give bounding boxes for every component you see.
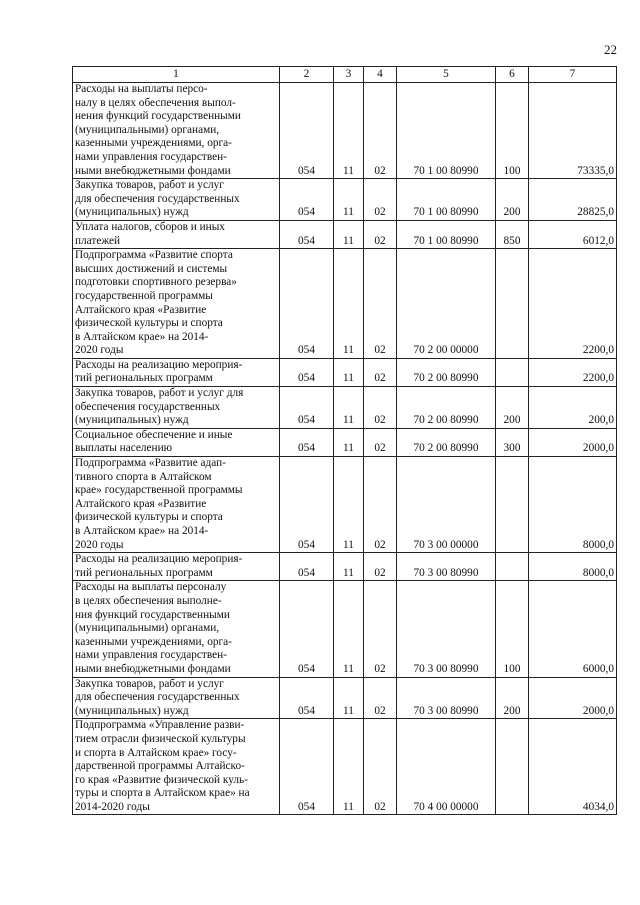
subsection-cell: 02	[364, 83, 397, 179]
description-line: тием отрасли физической культуры	[75, 732, 246, 745]
description-line: физической культуры и спорта	[75, 511, 223, 524]
budget-table	[72, 66, 617, 815]
description-line: для обеспечения государственных	[75, 691, 240, 704]
description-line: для обеспечения государственных	[75, 192, 240, 205]
description-line: Уплата налогов, сборов и иных	[75, 220, 225, 233]
expense-type-cell: 200	[496, 677, 529, 719]
description-line: Закупка товаров, работ и услуг	[75, 677, 224, 690]
description-line: Закупка товаров, работ и услуг	[75, 179, 224, 192]
table-row	[73, 358, 617, 386]
amount-cell: 2200,0	[529, 358, 617, 386]
expense-type-cell: 300	[496, 428, 529, 456]
description-line: в Алтайском крае» на 2014-	[75, 525, 209, 537]
section-cell: 11	[334, 457, 364, 553]
ministry-code-cell: 054	[280, 428, 334, 456]
description-cell	[73, 387, 280, 429]
ministry-code-cell: 054	[280, 249, 334, 359]
description-line: Подпрограмма «Развитие спорта	[75, 249, 233, 262]
description-line: в Алтайском крае» на 2014-	[75, 330, 209, 343]
table-row	[73, 428, 617, 456]
table-body	[73, 83, 617, 815]
description-line: 2014-2020 годы	[75, 800, 150, 813]
target-article-cell: 70 2 00 80990	[397, 387, 496, 429]
subsection-cell: 02	[364, 358, 397, 386]
target-article-cell: 70 3 00 80990	[397, 581, 496, 677]
table-row	[73, 457, 617, 553]
ministry-code-cell: 054	[280, 553, 334, 581]
ministry-code-cell: 054	[280, 677, 334, 719]
expense-type-cell	[496, 719, 529, 815]
target-article-cell: 70 2 00 00000	[397, 249, 496, 359]
amount-cell: 2000,0	[529, 677, 617, 719]
expense-type-cell: 100	[496, 581, 529, 677]
section-cell: 11	[334, 220, 364, 248]
description-line: 2020 годы	[75, 538, 124, 551]
description-cell	[73, 249, 280, 359]
description-line: в целях обеспечения выполне-	[75, 594, 222, 607]
subsection-cell: 02	[364, 553, 397, 581]
subsection-cell: 02	[364, 428, 397, 456]
table-header	[73, 67, 617, 83]
description-line: Подпрограмма «Развитие адап-	[75, 457, 226, 470]
amount-cell: 4034,0	[529, 719, 617, 815]
amount-cell: 2000,0	[529, 428, 617, 456]
description-line: (муниципальных) нужд	[75, 704, 189, 717]
expense-type-cell	[496, 249, 529, 359]
ministry-code-cell: 054	[280, 457, 334, 553]
amount-cell: 2200,0	[529, 249, 617, 359]
target-article-cell: 70 1 00 80990	[397, 220, 496, 248]
description-line: тивного спорта в Алтайском	[75, 470, 212, 483]
description-line: Расходы на реализацию мероприя-	[75, 358, 243, 371]
expense-type-cell	[496, 553, 529, 581]
subsection-cell: 02	[364, 249, 397, 359]
description-line: государственной программы	[75, 289, 213, 302]
description-cell	[73, 677, 280, 719]
subsection-cell: 02	[364, 581, 397, 677]
description-line: дарственной программы Алтайско-	[75, 760, 245, 773]
target-article-cell: 70 1 00 80990	[397, 83, 496, 179]
expense-type-cell: 100	[496, 83, 529, 179]
expense-type-cell: 200	[496, 179, 529, 221]
description-line: обеспечения государственных	[75, 400, 221, 413]
ministry-code-cell: 054	[280, 358, 334, 386]
subsection-cell: 02	[364, 457, 397, 553]
description-line: платежей	[75, 234, 121, 247]
description-line: ния функций государственными	[75, 608, 230, 621]
description-line: го края «Развитие физической куль-	[75, 773, 248, 786]
target-article-cell: 70 3 00 80990	[397, 553, 496, 581]
description-cell	[73, 457, 280, 553]
description-line: Расходы на выплаты персо-	[75, 83, 208, 95]
description-line: Алтайского края «Развитие	[75, 303, 207, 316]
table-row	[73, 249, 617, 359]
table-row	[73, 220, 617, 248]
page-number: 22	[604, 42, 617, 57]
description-line: крае» государственной программы	[75, 484, 243, 497]
description-cell	[73, 553, 280, 581]
section-cell: 11	[334, 719, 364, 815]
header-col-6: 6	[496, 67, 529, 83]
description-line: физической культуры и спорта	[75, 317, 223, 330]
subsection-cell: 02	[364, 387, 397, 429]
amount-cell: 73335,0	[529, 83, 617, 179]
expense-type-cell	[496, 358, 529, 386]
expense-type-cell: 200	[496, 387, 529, 429]
description-line: нами управления государствен-	[75, 150, 227, 163]
description-line: (муниципальными) органами,	[75, 123, 220, 136]
table-row	[73, 719, 617, 815]
description-line: и спорта в Алтайском крае» госу-	[75, 746, 237, 759]
section-cell: 11	[334, 179, 364, 221]
header-col-5: 5	[397, 67, 496, 83]
subsection-cell: 02	[364, 179, 397, 221]
amount-cell: 8000,0	[529, 553, 617, 581]
header-row	[73, 67, 617, 83]
header-col-3: 3	[334, 67, 364, 83]
description-line: Закупка товаров, работ и услуг для	[75, 387, 244, 400]
description-line: казенными учреждениями, орга-	[75, 137, 232, 150]
ministry-code-cell: 054	[280, 83, 334, 179]
table-row	[73, 677, 617, 719]
table-row	[73, 83, 617, 179]
description-line: (муниципальными) органами,	[75, 622, 220, 635]
description-line: налу в целях обеспечения выпол-	[75, 96, 236, 109]
header-col-2: 2	[280, 67, 334, 83]
section-cell: 11	[334, 553, 364, 581]
amount-cell: 6012,0	[529, 220, 617, 248]
description-cell	[73, 428, 280, 456]
description-line: Социальное обеспечение и иные	[75, 428, 233, 441]
description-cell	[73, 83, 280, 179]
amount-cell: 8000,0	[529, 457, 617, 553]
table-row	[73, 179, 617, 221]
description-line: казенными учреждениями, орга-	[75, 635, 232, 648]
amount-cell: 6000,0	[529, 581, 617, 677]
ministry-code-cell: 054	[280, 220, 334, 248]
section-cell: 11	[334, 249, 364, 359]
description-line: высших достижений и системы	[75, 262, 228, 275]
description-line: Алтайского края «Развитие	[75, 497, 207, 510]
description-line: ными внебюджетными фондами	[75, 662, 231, 675]
description-line: Подпрограмма «Управление разви-	[75, 719, 245, 732]
subsection-cell: 02	[364, 677, 397, 719]
description-cell	[73, 358, 280, 386]
description-line: тий региональных программ	[75, 372, 213, 385]
description-line: тий региональных программ	[75, 566, 213, 579]
description-line: подготовки спортивного резерва»	[75, 276, 237, 289]
description-line: 2020 годы	[75, 344, 124, 357]
subsection-cell: 02	[364, 719, 397, 815]
description-line: ными внебюджетными фондами	[75, 164, 231, 177]
section-cell: 11	[334, 677, 364, 719]
amount-cell: 200,0	[529, 387, 617, 429]
description-line: Расходы на реализацию мероприя-	[75, 553, 243, 566]
description-line: (муниципальных) нужд	[75, 206, 189, 219]
description-line: выплаты населению	[75, 442, 173, 455]
section-cell: 11	[334, 83, 364, 179]
header-col-4: 4	[364, 67, 397, 83]
target-article-cell: 70 3 00 00000	[397, 457, 496, 553]
table-row	[73, 553, 617, 581]
description-line: нами управления государствен-	[75, 649, 227, 662]
amount-cell: 28825,0	[529, 179, 617, 221]
target-article-cell: 70 2 00 80990	[397, 428, 496, 456]
table-row	[73, 581, 617, 677]
expense-type-cell: 850	[496, 220, 529, 248]
ministry-code-cell: 054	[280, 581, 334, 677]
target-article-cell: 70 2 00 80990	[397, 358, 496, 386]
header-col-1: 1	[73, 67, 280, 83]
description-line: нения функций государственными	[75, 110, 241, 123]
header-col-7: 7	[529, 67, 617, 83]
expense-type-cell	[496, 457, 529, 553]
description-cell	[73, 220, 280, 248]
description-line: (муниципальных) нужд	[75, 414, 189, 427]
ministry-code-cell: 054	[280, 387, 334, 429]
target-article-cell: 70 1 00 80990	[397, 179, 496, 221]
target-article-cell: 70 3 00 80990	[397, 677, 496, 719]
section-cell: 11	[334, 358, 364, 386]
ministry-code-cell: 054	[280, 719, 334, 815]
description-line: Расходы на выплаты персоналу	[75, 581, 227, 594]
description-cell	[73, 581, 280, 677]
section-cell: 11	[334, 581, 364, 677]
target-article-cell: 70 4 00 00000	[397, 719, 496, 815]
description-cell	[73, 179, 280, 221]
ministry-code-cell: 054	[280, 179, 334, 221]
section-cell: 11	[334, 428, 364, 456]
description-line: туры и спорта в Алтайском крае» на	[75, 787, 250, 800]
section-cell: 11	[334, 387, 364, 429]
description-cell	[73, 719, 280, 815]
subsection-cell: 02	[364, 220, 397, 248]
table-row	[73, 387, 617, 429]
